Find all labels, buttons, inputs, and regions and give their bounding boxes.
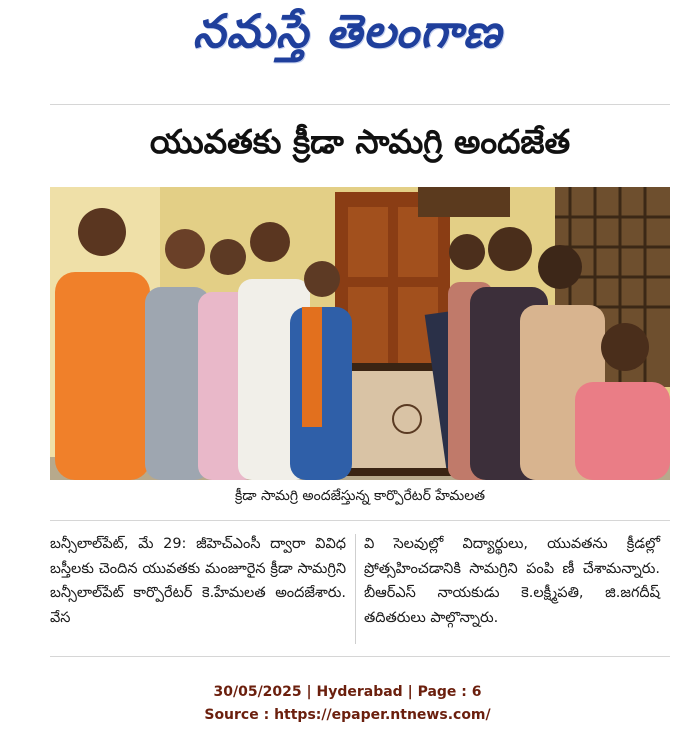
article-headline: యువతకు క్రీడా సామగ్రి అందజేత: [149, 121, 571, 161]
article-column-right: వి సెలవుల్లో విద్యార్థులు, యువతను క్రీడల్లో ప్రోత్సహించడానికి సామగ్రిని పంపి ణీ చేశామన్నారు. బీఆర్ఎస్ నాయకుడు కె.లక్ష్మీపతి, జి.జగదీష్ తదితరులు పాల్గొన్నారు.: [364, 536, 660, 626]
body-divider: [50, 656, 670, 657]
column-separator: [355, 534, 356, 644]
top-divider: [50, 104, 670, 105]
article-column-left: బన్సీలాల్‌పేట్, మే 29: జీహెచ్ఎంసీ ద్వారా వివిధ బస్తీలకు చెందిన యువతకు మంజూరైన క్రీడా సామగ్రిని బన్సీలాల్‌పేట్ కార్పొరేటర్ కె.హేమలత అందజేశారు. వేస: [50, 536, 346, 626]
article-body: [50, 532, 670, 652]
photo-caption: క్రీడా సామగ్రి అందజేస్తున్న కార్పొరేటర్ హేమలత: [234, 487, 486, 504]
newspaper-masthead: [0, 6, 695, 68]
masthead-title: నమస్తే తెలంగాణ: [192, 4, 503, 58]
footer-dateline: 30/05/2025 | Hyderabad | Page : 6: [213, 684, 482, 700]
caption-divider: [50, 520, 670, 521]
footer-source: Source : https://epaper.ntnews.com/: [204, 707, 491, 723]
article-photo: [50, 187, 670, 480]
